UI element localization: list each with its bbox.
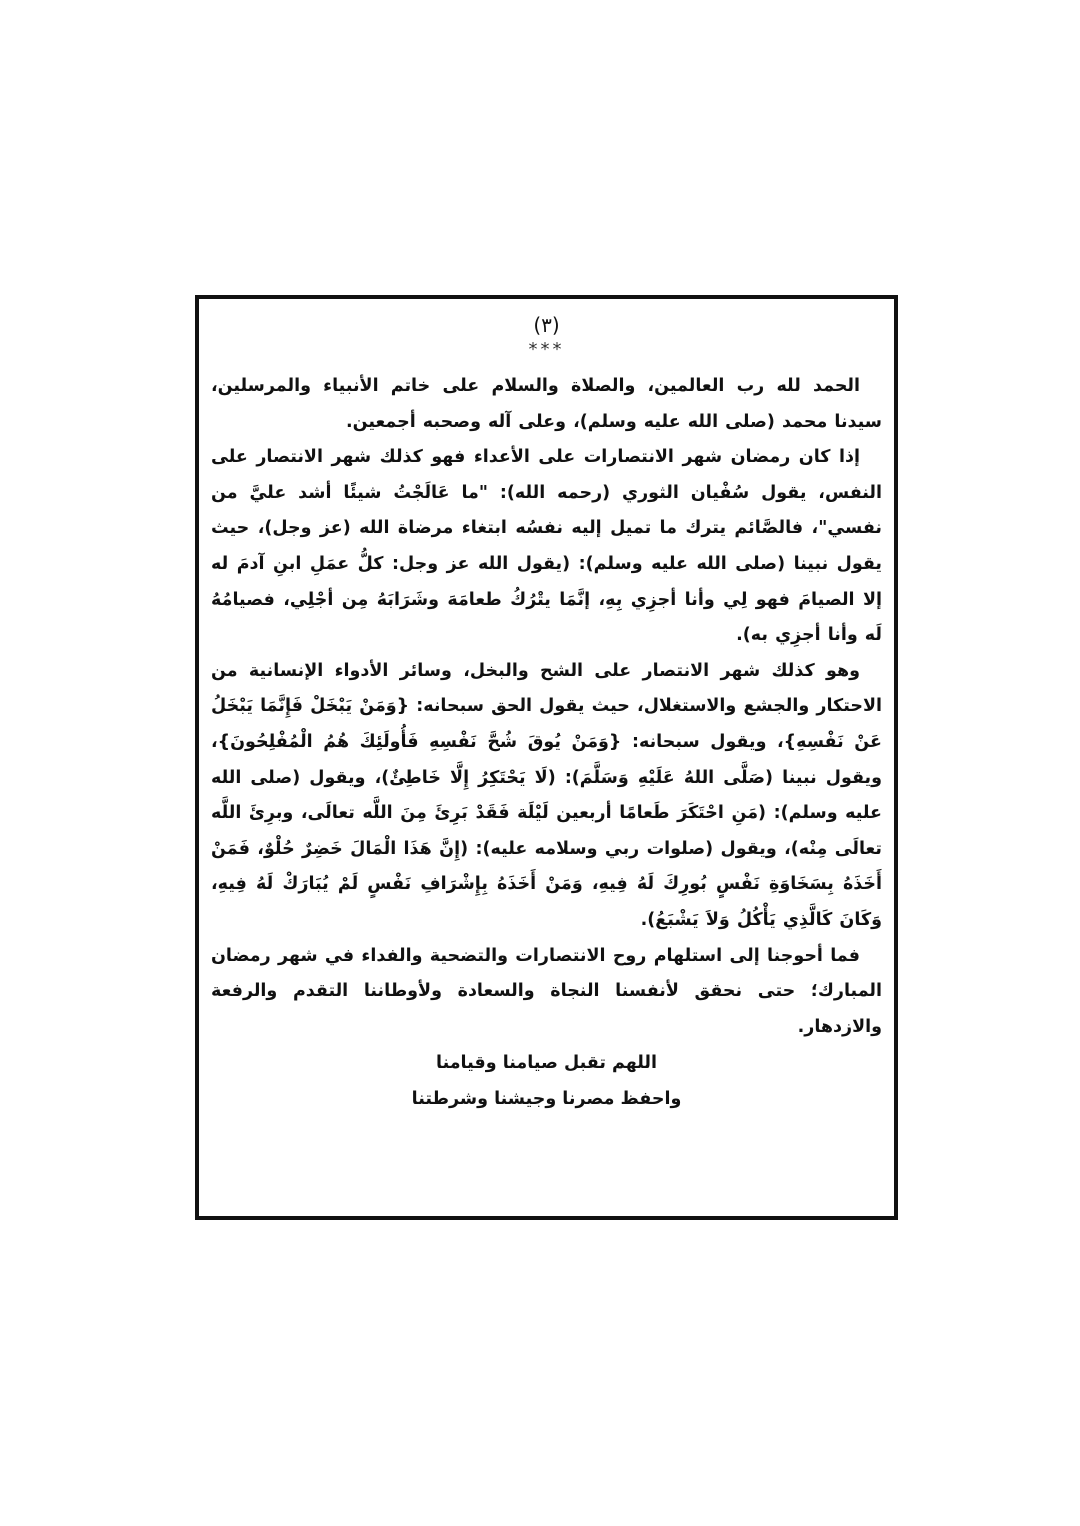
section-separator: ***: [528, 339, 565, 360]
paragraph-conclusion: فما أحوجنا إلى استلهام روح الانتصارات والتضحية والفداء في شهر رمضان المبارك؛ حتى نحقق لأنفسنا النجاة والسعادة ولأوطاننا التقدم والرفعة والازدهار.: [211, 945, 882, 1037]
page-number: (٣): [533, 313, 560, 337]
paragraph-victory-over-greed: وهو كذلك شهر الانتصار على الشح والبخل، وسائر الأدواء الإنسانية من الاحتكار والجشع والاستغلال، حيث يقول الحق سبحانه: {وَمَنْ يَبْخَلْ فَإِنَّمَا يَبْخَلُ عَنْ نَفْسِهِ}، ويقول سبحانه: {وَمَنْ يُوقَ شُحَّ نَفْسِهِ فَأُولَئِكَ هُمُ الْمُفْلِحُونَ}، ويقول نبينا (صَلَّى اللهُ عَلَيْهِ وَسَلَّمَ): (لَا يَحْتَكِرُ إِلَّا خَاطِئٌ)، ويقول (صلى الله عليه وسلم): (مَنِ احْتَكَرَ طَعامًا أربعين لَيْلَة فَقَدْ بَرِئَ مِنَ اللَّه تعالَى، وبرِئَ اللَّه تعالَى مِنْه)، ويقول (صلوات ربي وسلامه عليه): (إِنَّ هَذَا الْمَالَ خَضِرٌ حُلْوٌ، فَمَنْ أَخَذَهُ بِسَخَاوَةِ نَفْسٍ بُورِكَ لَهُ فِيهِ، وَمَنْ أَخَذَهُ بِإِشْرَافِ نَفْسٍ لَمْ يُبَارَكْ لَهُ فِيهِ، وَكَانَ كَالَّذِي يَأْكُلُ وَلاَ يَشْبَعُ).: [211, 660, 882, 930]
prayer-line: واحفظ مصرنا وجيشنا وشرطتنا: [411, 1089, 682, 1110]
paragraph-victory-over-self: إذا كان رمضان شهر الانتصارات على الأعداء فهو كذلك شهر الانتصار على النفس، يقول سُفْيان الثوري (رحمه الله): "ما عَالَجْتُ شيئًا أشد عليَّ من نفسي"، فالصَّائم يترك ما تميل إليه نفسُه ابتغاء مرضاة الله (عز وجل)، حيث يقول نبينا (صلى الله عليه وسلم): (يقول الله عز وجل: كلُّ عمَلِ ابنِ آدمَ له إلا الصيامَ فهو لِي وأنا أجزِي بِهِ، إنَّمَا يتْرُكُ طعامَهَ وشَرَابَهُ مِن أجْلِي، فصيامُهُ لَه وأنا أجزِي به).: [211, 447, 882, 646]
document-frame: [195, 295, 898, 1220]
prayer-line: اللهم تقبل صيامنا وقيامنا: [436, 1053, 657, 1074]
paragraph-opening: الحمد لله رب العالمين، والصلاة والسلام على خاتم الأنبياء والمرسلين، سيدنا محمد (صلى الله عليه وسلم)، وعلى آله وصحبه أجمعين.: [211, 376, 882, 432]
